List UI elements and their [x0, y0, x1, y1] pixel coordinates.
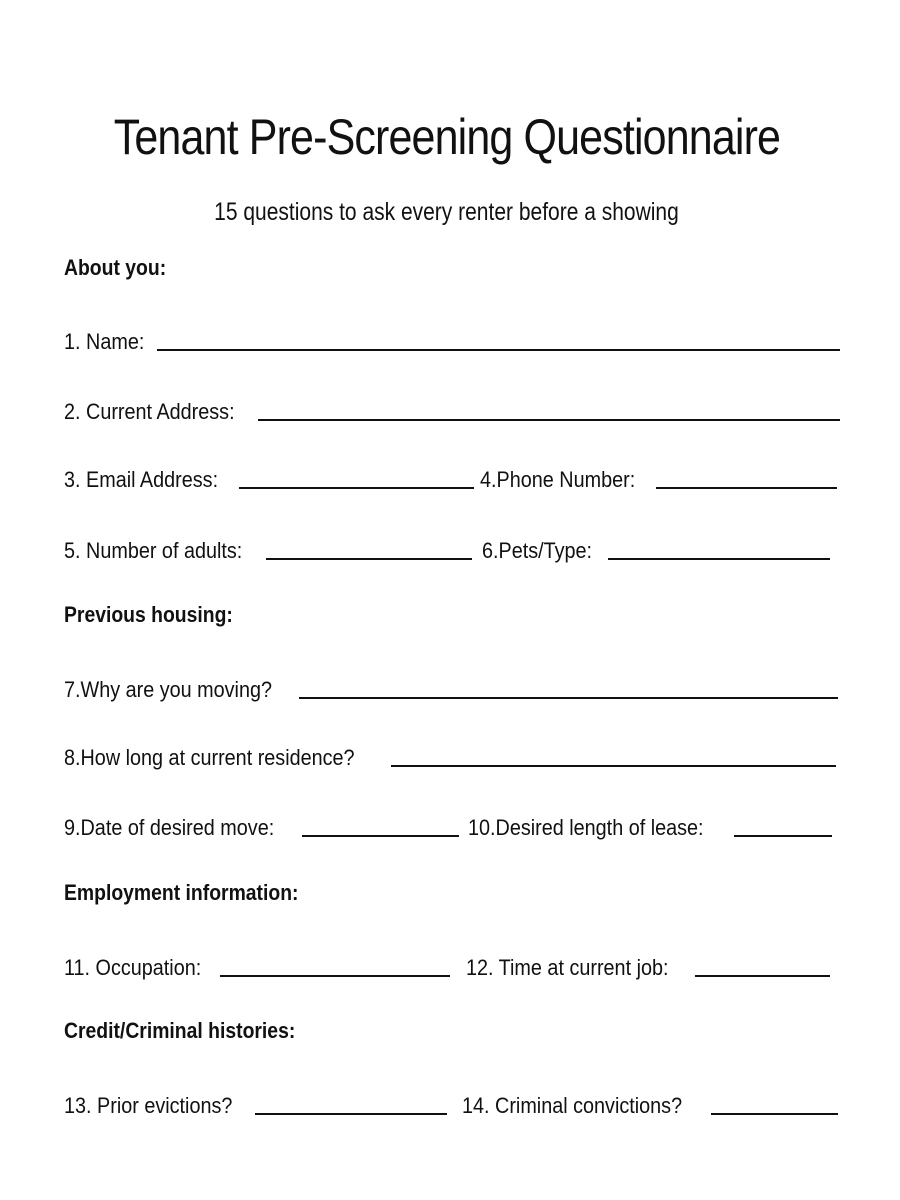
desired-lease-length-field[interactable]	[468, 810, 832, 840]
occupation-label: 11. Occupation:	[64, 955, 202, 980]
why-moving-field[interactable]	[64, 672, 838, 702]
desired-lease-length-label: 10.Desired length of lease:	[468, 815, 704, 840]
desired-move-date-blank[interactable]	[302, 813, 459, 837]
pets-type-label: 6.Pets/Type:	[482, 538, 593, 563]
question-row-13-14	[64, 1088, 840, 1118]
email-address-label: 3. Email Address:	[64, 467, 219, 492]
occupation-field[interactable]	[64, 950, 450, 980]
number-of-adults-blank[interactable]	[266, 536, 472, 560]
prior-evictions-blank[interactable]	[255, 1091, 447, 1115]
email-address-blank[interactable]	[239, 465, 474, 489]
phone-number-field[interactable]	[480, 462, 837, 492]
question-row-3-4	[64, 462, 840, 492]
how-long-residence-label: 8.How long at current residence?	[64, 745, 355, 770]
time-at-job-blank[interactable]	[695, 953, 830, 977]
question-row-9-10	[64, 810, 840, 840]
prior-evictions-label: 13. Prior evictions?	[64, 1093, 233, 1118]
time-at-job-field[interactable]	[466, 950, 830, 980]
current-address-blank[interactable]	[258, 397, 840, 421]
question-row-8	[64, 740, 840, 770]
question-row-11-12	[64, 950, 840, 980]
section-employment: Employment information:	[64, 880, 299, 905]
name-blank[interactable]	[157, 327, 840, 351]
how-long-residence-blank[interactable]	[391, 743, 836, 767]
criminal-convictions-label: 14. Criminal convictions?	[462, 1093, 683, 1118]
phone-number-label: 4.Phone Number:	[480, 467, 636, 492]
why-moving-label: 7.Why are you moving?	[64, 677, 272, 702]
section-previous-housing: Previous housing:	[64, 602, 233, 627]
section-credit-criminal: Credit/Criminal histories:	[64, 1018, 296, 1043]
current-address-field[interactable]	[64, 394, 840, 424]
question-row-7	[64, 672, 840, 702]
email-address-field[interactable]	[64, 462, 474, 492]
phone-number-blank[interactable]	[656, 465, 837, 489]
prior-evictions-field[interactable]	[64, 1088, 447, 1118]
name-label: 1. Name:	[64, 329, 145, 354]
document-subtitle: 15 questions to ask every renter before a showing	[214, 198, 679, 226]
desired-lease-length-blank[interactable]	[734, 813, 832, 837]
criminal-convictions-blank[interactable]	[711, 1091, 838, 1115]
number-of-adults-label: 5. Number of adults:	[64, 538, 243, 563]
why-moving-blank[interactable]	[299, 675, 838, 699]
current-address-label: 2. Current Address:	[64, 399, 235, 424]
occupation-blank[interactable]	[220, 953, 450, 977]
pets-type-field[interactable]	[482, 533, 830, 563]
pets-type-blank[interactable]	[608, 536, 830, 560]
desired-move-date-field[interactable]	[64, 810, 459, 840]
question-row-5-6	[64, 533, 840, 563]
section-about-you: About you:	[64, 255, 167, 280]
number-of-adults-field[interactable]	[64, 533, 472, 563]
document-title: Tenant Pre-Screening Questionnaire	[113, 109, 781, 165]
time-at-job-label: 12. Time at current job:	[466, 955, 669, 980]
desired-move-date-label: 9.Date of desired move:	[64, 815, 275, 840]
how-long-residence-field[interactable]	[64, 740, 836, 770]
criminal-convictions-field[interactable]	[462, 1088, 838, 1118]
question-row-1	[64, 324, 840, 354]
name-field[interactable]	[64, 324, 840, 354]
question-row-2	[64, 394, 840, 424]
